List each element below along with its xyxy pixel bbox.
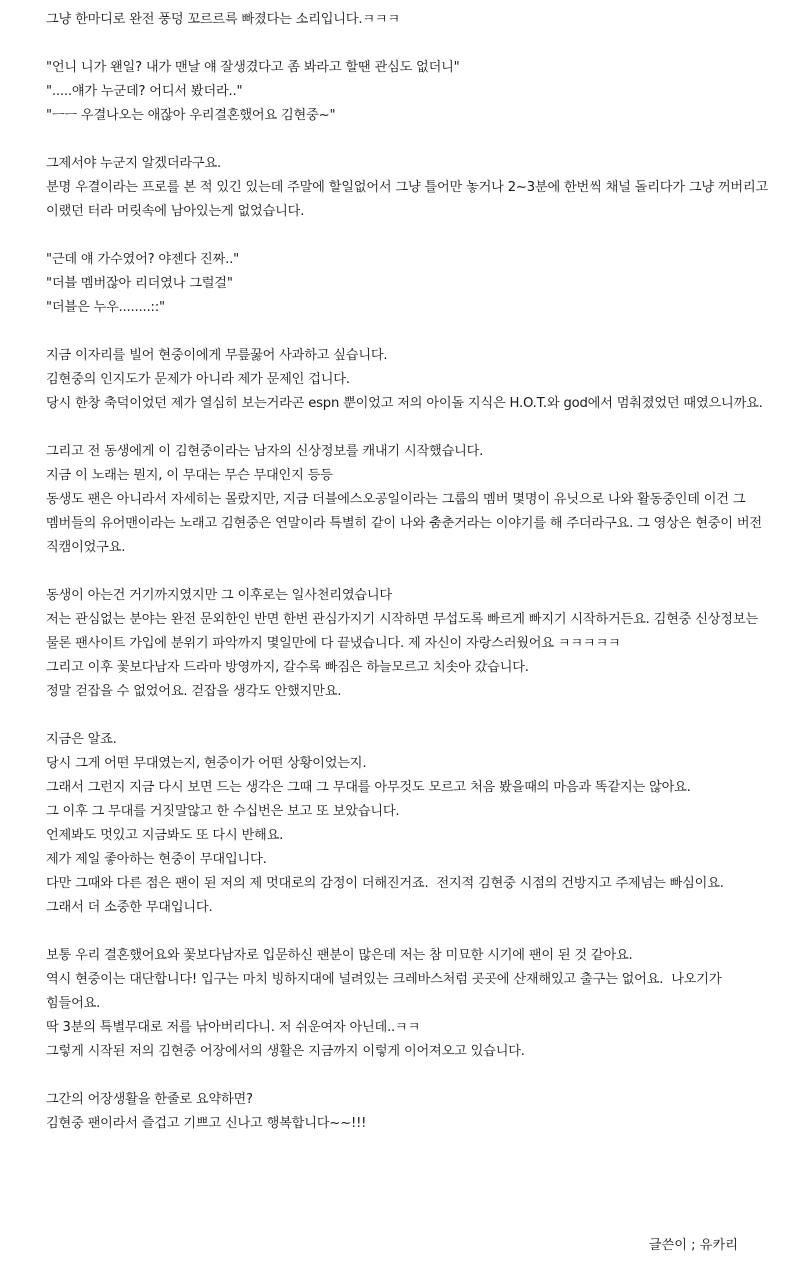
text-line: 김현중 팬이라서 즐겁고 기쁘고 신나고 행복합니다~~!!! — [46, 1116, 367, 1131]
text-line: 그래서 더 소중한 무대입니다. — [46, 900, 213, 915]
text-line: 그렇게 시작된 저의 김현중 어장에서의 생활은 지금까지 이렇게 이어져오고 있습니다. — [46, 1044, 525, 1059]
text-line: 그간의 어장생활을 한줄로 요약하면? — [46, 1092, 253, 1107]
text-line: 그래서 그런지 지금 다시 보면 드는 생각은 그때 그 무대를 아무것도 모르고 처음 봤을때의 마음과 똑같지는 않아요. — [46, 780, 691, 795]
text-line: "ㅡㅡ 우결나오는 애잖아 우리결혼했어요 김현중~" — [46, 108, 336, 123]
text-line: 지금 이 노래는 뭔지, 이 무대는 무슨 무대인지 등등 — [46, 468, 333, 483]
paragraph — [46, 56, 776, 128]
paragraph — [46, 8, 776, 32]
text-line: 그 이후 그 무대를 거짓말않고 한 수십번은 보고 또 보았습니다. — [46, 804, 400, 819]
text-line: ".....얘가 누군데? 어디서 봤더라.." — [46, 84, 243, 99]
text-line: 지금은 알죠. — [46, 732, 117, 747]
text-line: 그냥 한마디로 완전 풍덩 꼬르르륵 빠졌다는 소리입니다.ㅋㅋㅋ — [46, 12, 400, 27]
paragraph — [46, 248, 776, 320]
text-line: 분명 우결이라는 프로를 본 적 있긴 있는데 주말에 할일없어서 그냥 틀어만 놓거나 2~3분에 한번씩 채널 돌리다가 그냥 꺼버리고 이랬던 터라 머릿속에 남아있는게 없었습니다. — [46, 180, 773, 219]
text-line: 당시 그게 어떤 무대였는지, 현중이가 어떤 상황이었는지. — [46, 756, 367, 771]
paragraph — [46, 728, 776, 920]
text-line: 김현중의 인지도가 문제가 아니라 제가 문제인 겁니다. — [46, 372, 350, 387]
text-line: "언니 니가 왠일? 내가 맨날 얘 잘생겼다고 좀 봐라고 할땐 관심도 없더니" — [46, 60, 460, 75]
text-line: 저는 관심없는 분야는 완전 문외한인 반면 한번 관심가지기 시작하면 무섭도록 빠르게 빠지기 시작하거든요. 김현중 신상정보는 물론 팬사이트 가입에 분위기 파악까지 몇일만에 다 끝냈습니다. 제 자신이 자랑스러웠어요 ㅋㅋㅋㅋㅋ — [46, 612, 762, 651]
paragraph — [46, 152, 776, 224]
text-line: 딱 3분의 특별무대로 저를 낚아버리다니. 저 쉬운여자 아닌데..ㅋㅋ — [46, 1020, 421, 1035]
text-line: "더블은 누우........::" — [46, 300, 165, 315]
text-line: 그리고 전 동생에게 이 김현중이라는 남자의 신상정보를 캐내기 시작했습니다. — [46, 444, 484, 459]
paragraph — [46, 344, 776, 416]
essay-body — [46, 8, 776, 1160]
paragraph — [46, 440, 776, 560]
text-line: "근데 얘 가수였어? 야젠다 진짜.." — [46, 252, 239, 267]
text-line: 보통 우리 결혼했어요와 꽃보다남자로 입문하신 팬분이 많은데 저는 참 미묘한 시기에 팬이 된 것 같아요. — [46, 948, 633, 963]
text-line: 당시 한창 축덕이었던 제가 열심히 보는거라곤 espn 뿐이었고 저의 아이돌 지식은 H.O.T.와 god에서 멈춰졌었던 때였으니까요. — [46, 396, 763, 411]
text-line: 그제서야 누군지 알겠더라구요. — [46, 156, 221, 171]
text-line: 정말 걷잡을 수 없었어요. 걷잡을 생각도 안했지만요. — [46, 684, 342, 699]
text-line: 역시 현중이는 대단합니다! 입구는 마치 빙하지대에 널려있는 크레바스처럼 곳곳에 산재해있고 출구는 없어요. 나오기가 힘들어요. — [46, 972, 726, 1011]
text-line: 언제봐도 멋있고 지금봐도 또 다시 반해요. — [46, 828, 284, 843]
text-line: 동생이 아는건 거기까지였지만 그 이후로는 일사천리였습니다 — [46, 588, 392, 603]
paragraph — [46, 1088, 776, 1136]
text-line: "더블 멤버잖아 리더였나 그럴걸" — [46, 276, 233, 291]
text-line: 그리고 이후 꽃보다남자 드라마 방영까지, 갈수록 빠짐은 하늘모르고 치솟아 갔습니다. — [46, 660, 529, 675]
paragraph — [46, 584, 776, 704]
text-line: 제가 제일 좋아하는 현중이 무대입니다. — [46, 852, 267, 867]
paragraph — [46, 944, 776, 1064]
text-line: 지금 이자리를 빌어 현중이에게 무릎꿇어 사과하고 싶습니다. — [46, 348, 388, 363]
text-line: 동생도 팬은 아니라서 자세히는 몰랐지만, 지금 더블에스오공일이라는 그룹의 멤버 몇명이 유닛으로 나와 활동중인데 이건 그 멤버들의 유어맨이라는 노래고 김현중은 연말이라 특별히 같이 나와 춤춘거라는 이야기를 해 주더라구요. 그 영상은 현중이 버전 직캠이었구요. — [46, 492, 766, 555]
author-signature: 글쓴이 ; 유카리 — [648, 1238, 738, 1253]
text-line: 다만 그때와 다른 점은 팬이 된 저의 제 멋대로의 감정이 더해진거죠. 전지적 김현중 시점의 건방지고 주제넘는 빠심이요. — [46, 876, 724, 891]
